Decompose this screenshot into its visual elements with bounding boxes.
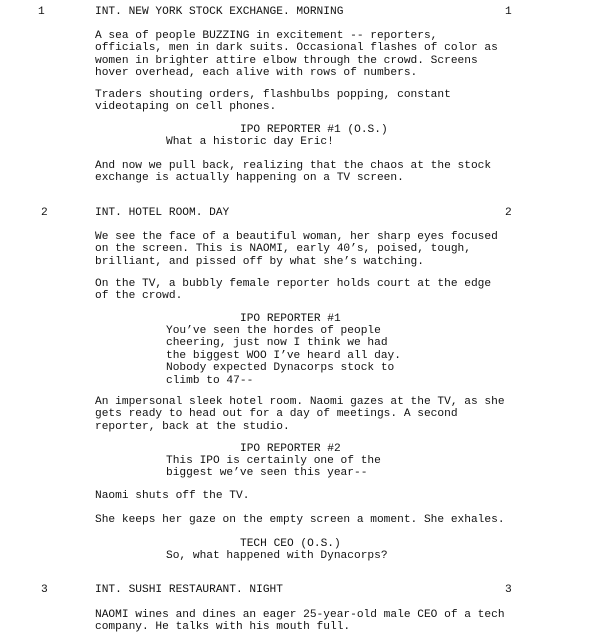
scene-number-left: 1 xyxy=(38,6,45,18)
action-paragraph: She keeps her gaze on the empty screen a moment. She exhales. xyxy=(95,514,505,526)
action-paragraph: And now we pull back, realizing that the chaos at the stock exchange is actually happening on a TV screen. xyxy=(95,160,492,185)
dialogue-line: What a historic day Eric! xyxy=(166,136,334,148)
scene-number-right: 3 xyxy=(505,584,512,596)
action-paragraph: We see the face of a beautiful woman, her sharp eyes focused on the screen. This is NAOMI, early 40’s, poised, tough, brilliant, and pissed off by what she’s watching. xyxy=(95,231,498,268)
action-paragraph: Naomi shuts off the TV. xyxy=(95,490,250,502)
dialogue-line: You’ve seen the hordes of people cheering, just now I think we had the biggest WOO I’ve heard all day. Nobody expected Dynacorps stock to climb to 47-- xyxy=(166,325,401,387)
character-name: IPO REPORTER #1 (O.S.) xyxy=(240,124,388,136)
character-name: TECH CEO (O.S.) xyxy=(240,538,341,550)
action-paragraph: A sea of people BUZZING in excitement -- reporters, officials, men in dark suits. Occasional flashes of color as women in brighter attire elbow through the crowd. Screens hover overhead, each alive with rows of numbers. xyxy=(95,30,498,80)
dialogue-line: So, what happened with Dynacorps? xyxy=(166,550,388,562)
scene-heading: INT. SUSHI RESTAURANT. NIGHT xyxy=(95,584,283,596)
scene-number-right: 1 xyxy=(505,6,512,18)
scene-heading: INT. HOTEL ROOM. DAY xyxy=(95,207,230,219)
scene-number-left: 2 xyxy=(41,207,48,219)
action-paragraph: On the TV, a bubbly female reporter holds court at the edge of the crowd. xyxy=(95,278,492,303)
action-paragraph: An impersonal sleek hotel room. Naomi gazes at the TV, as she gets ready to head out for a day of meetings. A second reporter, back at the studio. xyxy=(95,396,505,433)
scene-number-left: 3 xyxy=(41,584,48,596)
character-name: IPO REPORTER #2 xyxy=(240,443,341,455)
action-paragraph: NAOMI wines and dines an eager 25-year-old male CEO of a tech company. He talks with his mouth full. xyxy=(95,609,505,634)
action-paragraph: Traders shouting orders, flashbulbs popping, constant videotaping on cell phones. xyxy=(95,89,451,114)
dialogue-line: This IPO is certainly one of the biggest we’ve seen this year-- xyxy=(166,455,381,480)
scene-heading: INT. NEW YORK STOCK EXCHANGE. MORNING xyxy=(95,6,344,18)
character-name: IPO REPORTER #1 xyxy=(240,313,341,325)
scene-number-right: 2 xyxy=(505,207,512,219)
